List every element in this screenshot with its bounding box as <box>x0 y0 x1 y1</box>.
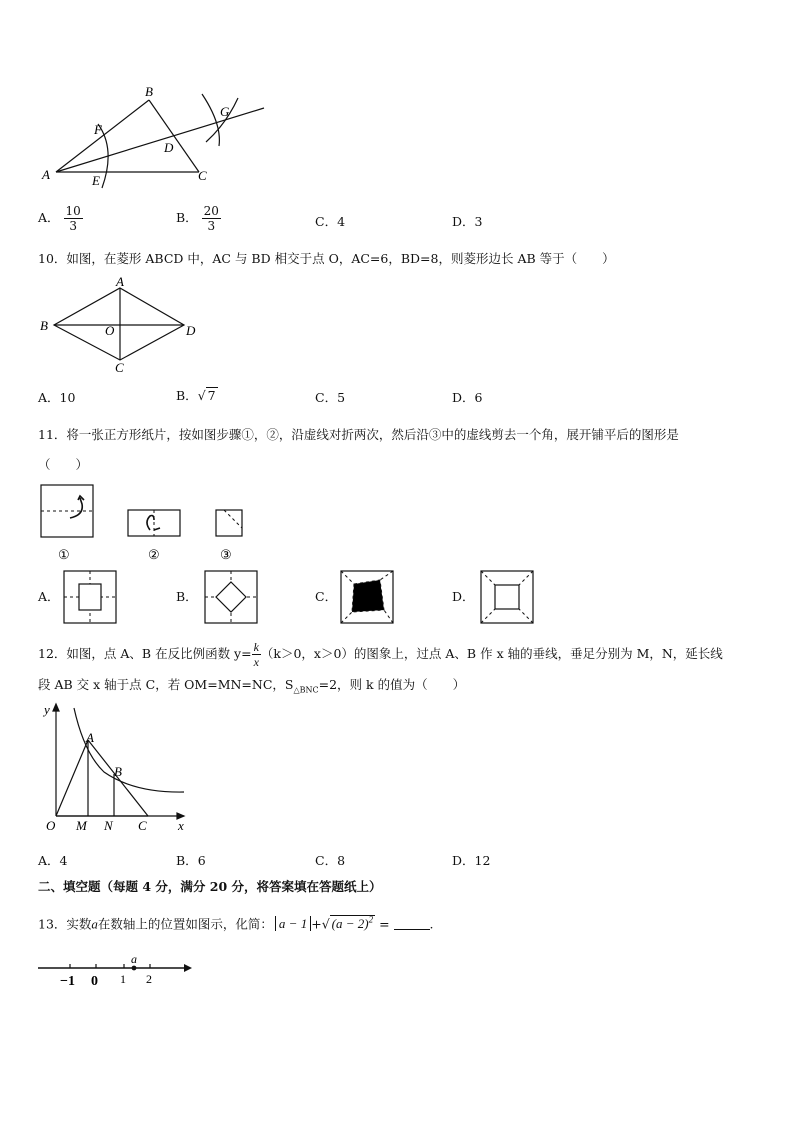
q12-label-b: B <box>114 764 122 779</box>
q12-option-c-letter: C． <box>315 853 338 868</box>
q10-option-d-value: 6 <box>474 390 483 405</box>
q12-option-a-letter: A． <box>38 853 60 868</box>
q9-label-e: E <box>92 173 100 188</box>
q12-text-line2-post: =2，则 k 的值为（ ） <box>318 677 466 692</box>
q11-option-d-figure[interactable] <box>480 570 534 624</box>
q9-option-c-value: 4 <box>337 214 346 229</box>
q12-text-line1-pre: 12．如图，点 A、B 在反比例函数 y= <box>38 646 252 661</box>
q9-option-b-letter: B． <box>176 210 198 225</box>
q9-label-a: A <box>42 167 50 182</box>
q9-option-a-fraction: $\frac{10}{3}$ <box>65 204 81 233</box>
q13-plus: + <box>311 916 322 932</box>
q11-text-line1: 11．将一张正方形纸片，按如图步骤①，②，沿虚线对折两次，然后沿③中的虚线剪去一个角，展开铺平后的图形是 <box>38 427 679 442</box>
q9-label-f: F <box>94 122 102 137</box>
q9-label-d: D <box>164 140 174 155</box>
q12-option-d-value: 12 <box>474 853 491 868</box>
q12-text-line2-sub: △BNC <box>293 685 319 695</box>
q12-option-c[interactable] <box>315 853 345 869</box>
q13-var: a <box>91 916 98 932</box>
q12-option-d[interactable] <box>452 853 490 869</box>
q10-option-a-letter: A． <box>38 390 60 405</box>
q10-option-d[interactable] <box>452 390 482 406</box>
q11-option-a-letter[interactable]: A． <box>38 589 60 604</box>
q12-text-line1-post: （k＞0，x＞0）的图象上，过点 A、B 作 x 轴的垂线，垂足分别为 M，N，延长线 <box>260 646 723 661</box>
q12-option-b[interactable] <box>176 853 206 869</box>
q12-label-m: M <box>76 818 87 833</box>
q12-label-y: y <box>44 702 50 717</box>
q11-step-2: ② <box>148 547 160 562</box>
q12-option-a[interactable] <box>38 853 67 869</box>
q13-point-label: a <box>131 952 137 966</box>
q13-text-pre: 13．实数 <box>38 916 92 932</box>
q12-label-a: A <box>86 730 94 745</box>
q10-option-c[interactable] <box>315 390 345 406</box>
q9-option-d-letter: D． <box>452 214 475 229</box>
q11-option-c-figure[interactable] <box>340 570 394 624</box>
q10-option-c-letter: C． <box>315 390 338 405</box>
q10-label-b: B <box>40 318 48 333</box>
q12-option-c-value: 8 <box>337 853 346 868</box>
q10-figure <box>36 274 206 374</box>
q9-label-g: G <box>220 104 230 119</box>
q12-label-x: x <box>178 818 184 833</box>
q13-eq: = <box>379 916 390 932</box>
q11-step-1: ① <box>58 547 70 562</box>
q13-text-mid: 在数轴上的位置如图示，化简： <box>97 916 273 932</box>
q10-label-c: C <box>115 360 124 374</box>
q12-figure <box>34 698 194 838</box>
q10-option-b-sqrt: √ 7 <box>197 388 216 403</box>
q12-fraction: $\frac{k}{x}$ <box>253 640 259 669</box>
q10-option-a-value: 10 <box>59 390 76 405</box>
q12-label-c: C <box>138 818 147 833</box>
q13-text <box>38 912 434 932</box>
q13-sqrt: √ $(a - 2)^2$ <box>321 915 374 932</box>
q12-option-a-value: 4 <box>59 853 68 868</box>
q13-number-line <box>36 952 196 992</box>
q10-option-b-letter: B． <box>176 388 198 403</box>
q11-option-b-letter[interactable]: B． <box>176 589 198 604</box>
q9-option-c[interactable] <box>315 214 345 230</box>
q12-option-d-letter: D． <box>452 853 475 868</box>
q10-label-a: A <box>116 274 124 289</box>
q10-option-a[interactable] <box>38 390 75 406</box>
q11-option-c-letter[interactable]: C． <box>315 589 338 604</box>
q9-label-c: C <box>198 168 207 183</box>
q9-option-d[interactable] <box>452 214 482 230</box>
q12-text-line2-pre: 段 AB 交 x 轴于点 C，若 OM=MN=NC，S <box>38 677 294 692</box>
q9-label-b: B <box>145 84 153 99</box>
q11-option-d-letter[interactable]: D． <box>452 589 475 604</box>
q11-option-b-figure[interactable] <box>204 570 258 624</box>
q10-text: 10．如图，在菱形 ABCD 中，AC 与 BD 相交于点 O，AC=6，BD=8，则菱形边长 AB 等于（ ） <box>38 251 615 266</box>
q10-option-b[interactable] <box>176 388 218 404</box>
q12-label-n: N <box>104 818 113 833</box>
q13-tick-0: 0 <box>91 974 98 989</box>
q11-step-3: ③ <box>220 547 232 562</box>
q13-tick-2: 2 <box>146 972 152 986</box>
q13-point-a <box>132 966 137 971</box>
q9-option-b-fraction: $\frac{20}{3}$ <box>203 204 219 233</box>
q9-option-d-value: 3 <box>474 214 483 229</box>
q12-text-line1 <box>38 640 723 669</box>
q10-option-d-letter: D． <box>452 390 475 405</box>
q13-tick-neg1: −1 <box>60 974 75 989</box>
q13-period: . <box>429 916 434 932</box>
q9-figure <box>36 84 276 194</box>
q12-label-o: O <box>46 818 56 833</box>
section2-title: 二、填空题（每题 4 分，满分 20 分，将答案填在答题纸上） <box>38 879 382 894</box>
q11-option-a-figure[interactable] <box>63 570 117 624</box>
q11-steps-figure <box>36 480 256 565</box>
q12-option-b-letter: B． <box>176 853 198 868</box>
q10-label-o: O <box>105 323 115 338</box>
q13-tick-1: 1 <box>120 972 126 986</box>
q9-option-b[interactable] <box>176 204 221 233</box>
q10-option-c-value: 5 <box>337 390 346 405</box>
q9-option-c-letter: C． <box>315 214 338 229</box>
q12-text-line2 <box>38 677 465 699</box>
q9-option-a[interactable] <box>38 204 83 233</box>
q13-abs: a − 1 <box>275 916 311 931</box>
q9-option-a-letter: A． <box>38 210 60 225</box>
q13-answer-blank[interactable] <box>394 929 430 930</box>
q11-text-line2: （ ） <box>38 457 89 472</box>
q12-option-b-value: 6 <box>197 853 206 868</box>
q10-label-d: D <box>186 323 196 338</box>
